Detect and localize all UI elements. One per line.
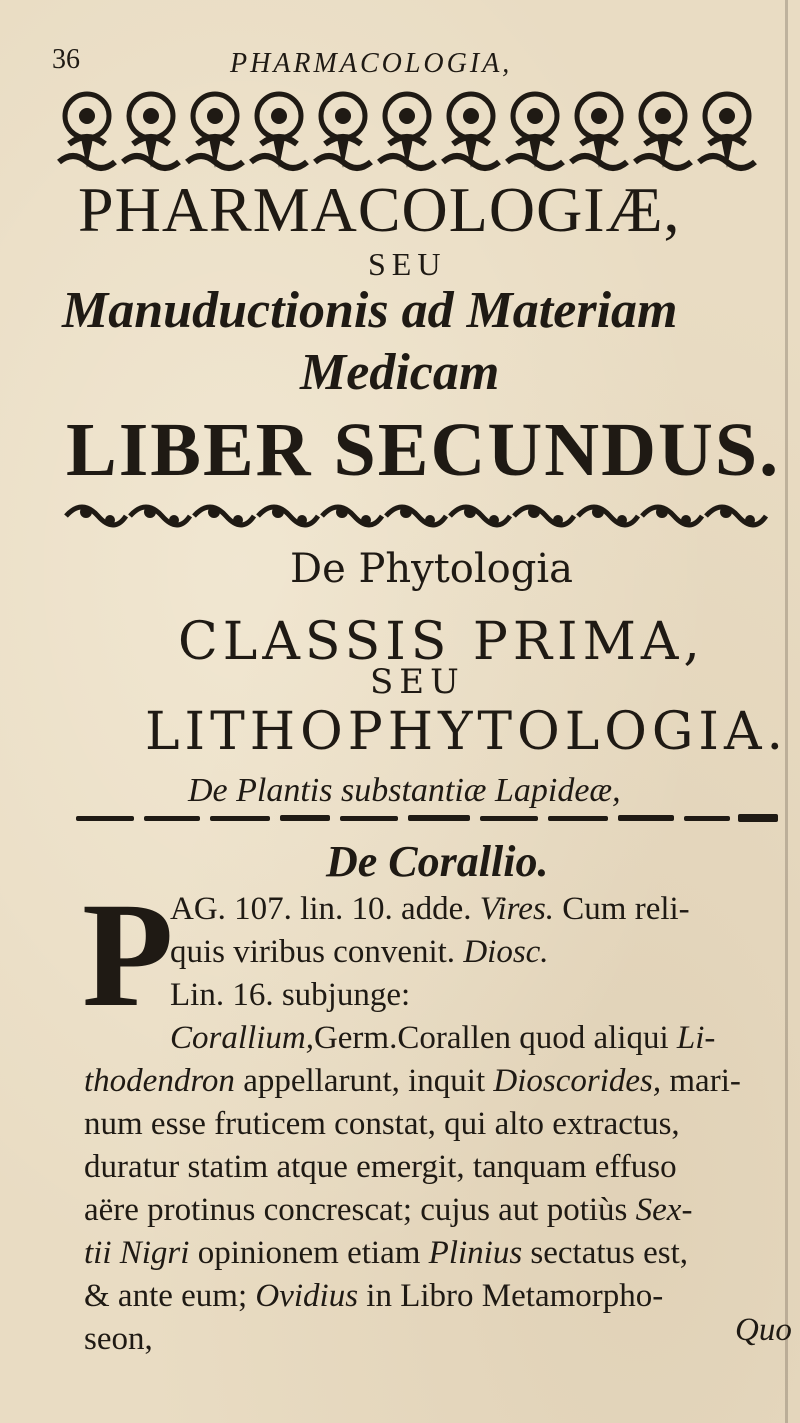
vine-ornament-graphic [62,496,768,536]
text-segment: in Libro Metamorpho- [358,1278,664,1314]
text-segment: opinionem etiam [189,1235,429,1271]
flower-motif [635,94,691,168]
text-segment: sectatus est, [522,1235,689,1271]
text-line [84,1232,688,1275]
dashed-rule-graphic [76,812,778,826]
flower-motif [187,94,243,168]
flower-motif [443,94,499,168]
text-segment: num esse fruticem constat, qui alto extractus, [84,1106,680,1142]
text-line [170,974,410,1017]
vine-motif [578,506,638,525]
text-segment: Li- [676,1020,716,1056]
flower-motif [123,94,179,168]
vine-motif [322,506,382,525]
text-segment: quis viribus convenit. [170,934,464,970]
flower-motif [699,94,755,168]
vine-motif [386,506,446,525]
vine-motif [706,506,766,525]
flower-motif [379,94,435,168]
text-segment: duratur statim atque emergit, tanquam effuso [84,1149,677,1185]
text-line [84,1103,680,1146]
vine-motif [66,506,126,525]
vine-motif [642,506,702,525]
flower-motif [251,94,307,168]
text-line [84,1060,741,1103]
seu-connector: SEU [368,246,447,282]
subtitle-line-1: Manuductionis ad Materiam [62,282,678,339]
text-segment: Corallium, [170,1020,314,1056]
vine-motif [194,506,254,525]
flower-motif [59,94,115,168]
flower-motif [507,94,563,168]
text-segment: Sex- [635,1192,693,1228]
text-segment: seon, [84,1321,153,1357]
article-title: De Corallio. [326,837,549,886]
text-segment: aëre protinus concrescat; cujus aut potiùs [84,1192,636,1228]
page-number: 36 [52,44,80,75]
drop-cap-initial: P [82,872,174,1038]
classis-heading: CLASSIS PRIMA, [178,612,705,672]
text-line [170,888,690,931]
text-segment: Germ.Corallen quod aliqui [313,1020,677,1056]
text-segment: & ante eum; [84,1278,256,1314]
running-title: PHARMACOLOGIA, [230,48,513,79]
text-segment: thodendron [84,1063,235,1099]
vine-motif [130,506,190,525]
text-line [84,1189,692,1232]
text-segment: Ovidius [255,1278,359,1314]
text-line [84,1318,153,1361]
text-line [84,1275,663,1318]
subtitle-line-2: Medicam [300,344,500,401]
vine-motif [514,506,574,525]
seu-connector-2: SEU [370,662,465,702]
flower-motif [571,94,627,168]
section-description: De Plantis substantiæ Lapideæ, [188,772,621,809]
text-line [84,1146,677,1189]
floral-headpiece-graphic [55,82,765,184]
text-segment: Plinius [428,1235,523,1271]
text-segment: Diosc. [463,934,549,970]
section-title: De Phytologia [290,546,574,592]
floral-headpiece-ornament [55,82,765,184]
catchword: Quo [735,1312,792,1348]
vine-ornament-band [62,496,768,536]
text-line [170,931,549,974]
text-line [170,1017,715,1060]
text-segment: Dioscorides, [493,1063,662,1099]
text-segment: appellarunt, inquit [234,1063,494,1099]
vine-motif [450,506,510,525]
text-segment: mari- [661,1063,741,1099]
book-title: LIBER SECUNDUS. [66,408,781,492]
main-title: PHARMACOLOGIÆ, [78,174,681,245]
text-segment: Lin. 16. subjunge: [170,977,411,1013]
running-head [52,36,752,86]
lithophytologia-heading: LITHOPHYTOLOGIA. [145,702,789,762]
text-segment: Cum reli- [554,891,690,927]
dashed-rule-divider [76,812,778,826]
text-segment: tii Nigri [84,1235,190,1271]
text-segment: AG. 107. lin. 10. adde. [170,891,480,927]
flower-motif [315,94,371,168]
vine-motif [258,506,318,525]
text-segment: Vires. [479,891,555,927]
